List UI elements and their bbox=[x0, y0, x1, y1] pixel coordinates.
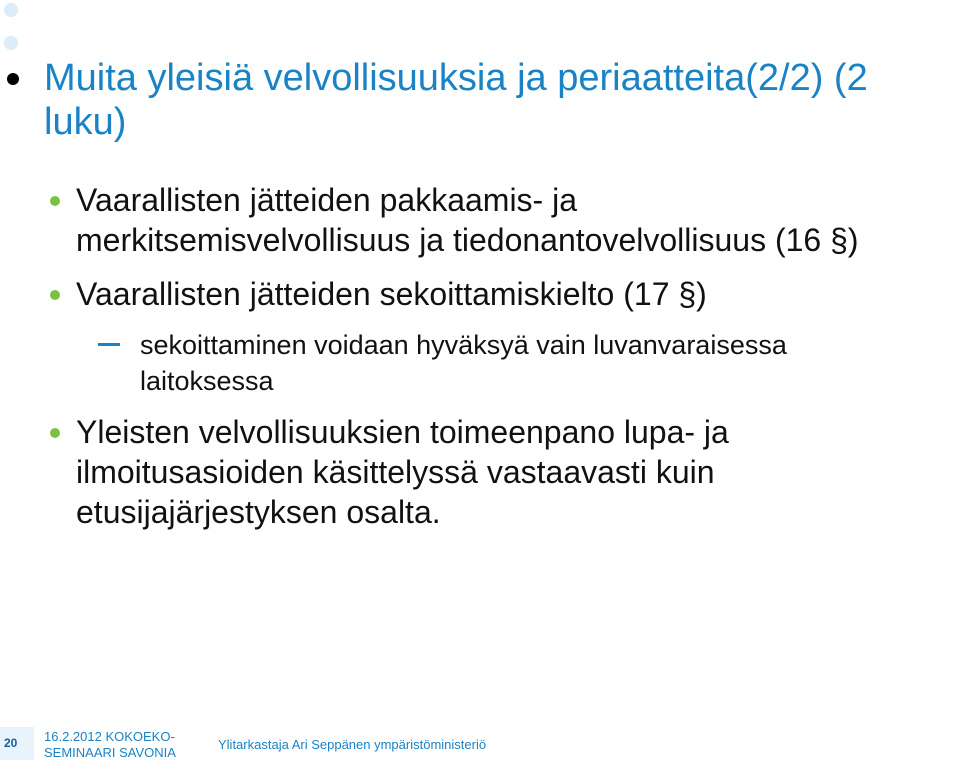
page-number-box bbox=[0, 727, 34, 760]
bullet-packaging-line2: merkitsemisvelvollisuus ja tiedonantovelvollisuus (16 §) bbox=[76, 222, 859, 258]
bullet-packaging-line1: Vaarallisten jätteiden pakkaamis- ja bbox=[76, 182, 577, 218]
footer-event bbox=[44, 729, 176, 761]
sub-bullet-mixing bbox=[140, 327, 940, 399]
bullet-icon bbox=[50, 290, 60, 300]
bullet-mixing-ban: Vaarallisten jätteiden sekoittamiskielto (17 §) bbox=[76, 276, 707, 312]
sub-bullet-line2: laitoksessa bbox=[140, 366, 274, 396]
bullet-general-line2: ilmoitusasioiden käsittelyssä vastaavasti kuin bbox=[76, 454, 715, 490]
sub-bullet-line1: sekoittaminen voidaan hyväksyä vain luvanvaraisessa bbox=[140, 330, 787, 360]
footer-event-line2: SEMINAARI SAVONIA bbox=[44, 745, 176, 760]
footer-author: Ylitarkastaja Ari Seppänen ympäristöministeriö bbox=[218, 737, 487, 752]
bullet-general-obligations bbox=[76, 412, 936, 532]
dash-icon bbox=[98, 343, 120, 346]
decorative-dot-middle bbox=[4, 36, 18, 50]
bullet-general-line3: etusijajärjestyksen osalta. bbox=[76, 494, 441, 530]
slide-title: Muita yleisiä velvollisuuksia ja periaatteita(2/2) (2 luku) bbox=[44, 57, 868, 143]
title-marker-dot bbox=[7, 73, 19, 85]
bullet-packaging bbox=[76, 180, 936, 260]
footer-event-line1: 16.2.2012 KOKOEKO- bbox=[44, 729, 175, 744]
decorative-dot-top bbox=[4, 3, 18, 17]
bullet-general-line1: Yleisten velvollisuuksien toimeenpano lupa- ja bbox=[76, 414, 729, 450]
page-number: 20 bbox=[4, 736, 18, 750]
bullet-icon bbox=[50, 196, 60, 206]
bullet-icon bbox=[50, 428, 60, 438]
